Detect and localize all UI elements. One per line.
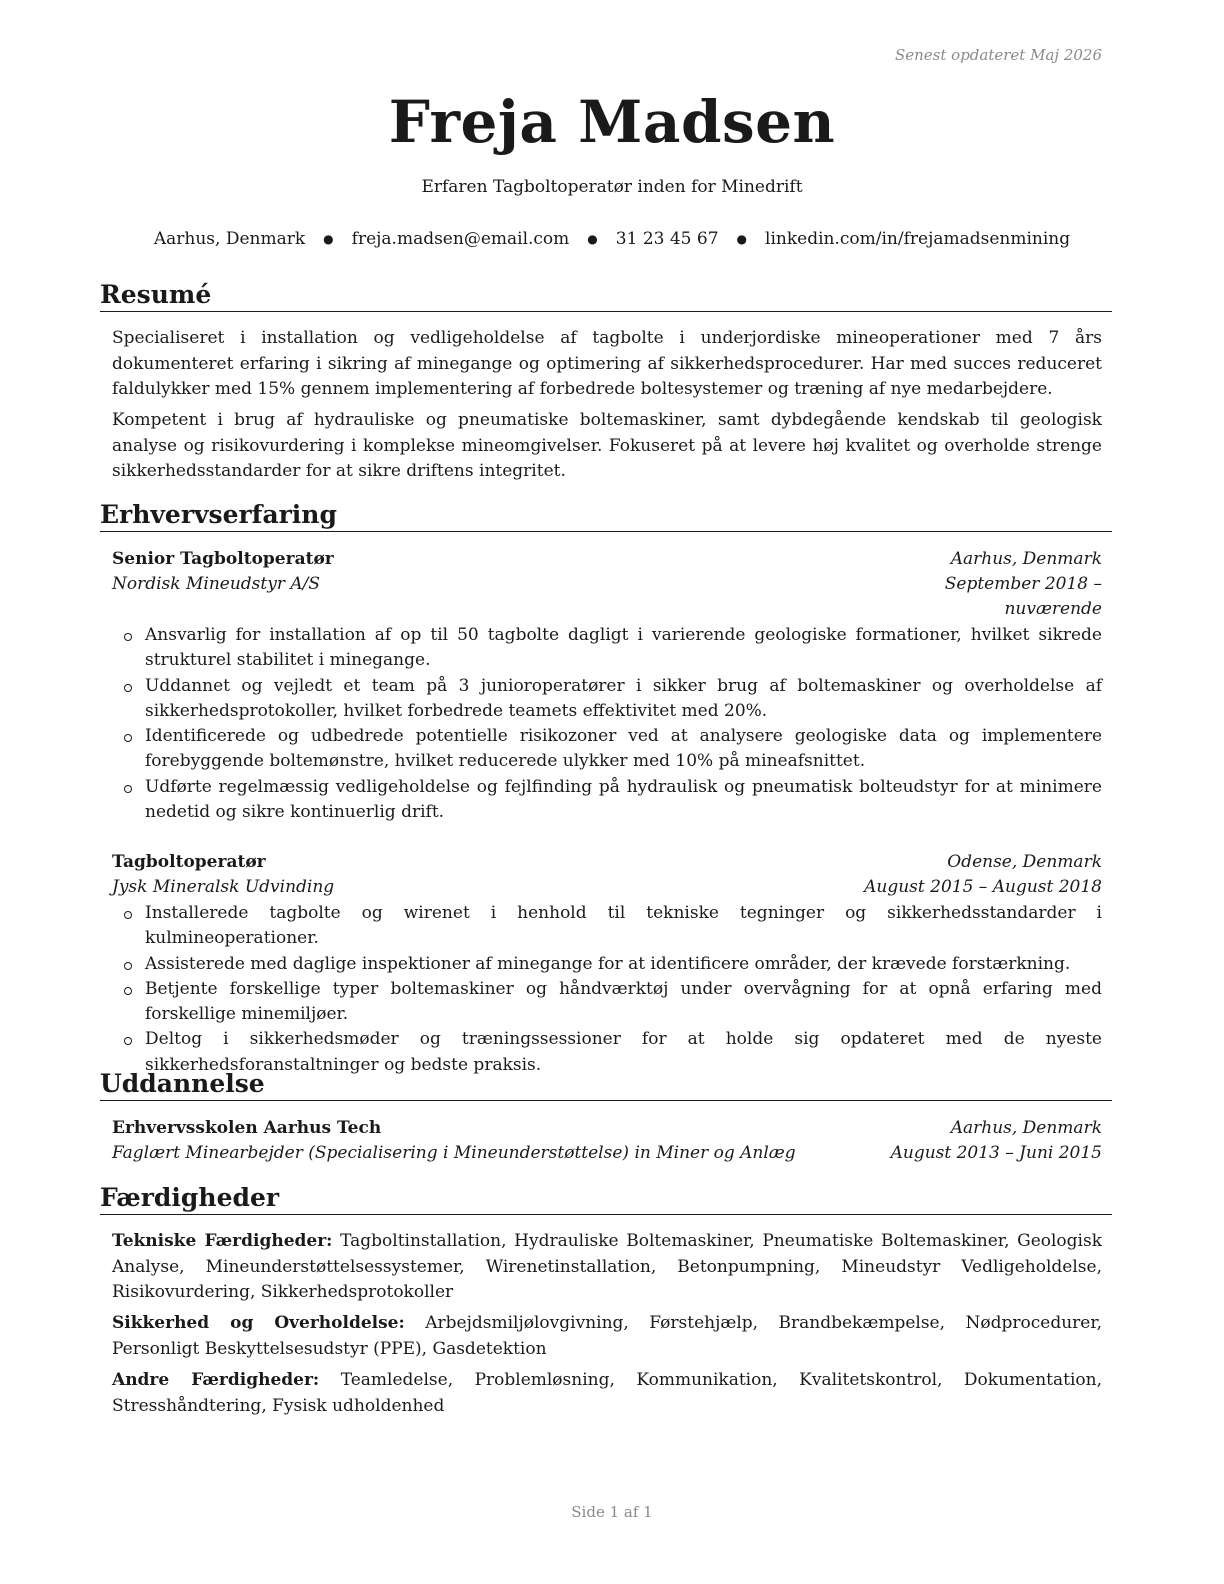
last-updated: Senest opdateret Maj 2026 — [894, 46, 1102, 64]
contact-location: Aarhus, Denmark — [153, 229, 306, 249]
bullet-separator-icon: ● — [323, 232, 334, 246]
contact-line — [0, 229, 1224, 249]
page-number: Side 1 af 1 — [571, 1503, 653, 1521]
skill-group-other — [112, 1368, 1102, 1419]
job-2-location: Odense, Denmark — [947, 852, 1102, 872]
bullet-separator-icon: ● — [736, 232, 748, 246]
skill-group-text: Tagboltinstallation, Hydrauliske Boltemaskiner, Pneumatiske Boltemaskiner, Geologisk Analyse, Mineunderstøttelsessystemer, Wirenetinstallation, Betonpumpning, Mineudstyr Vedligeholdelse, Risikovurdering, Sikkerhedsprotokoller — [112, 1231, 1103, 1302]
skill-group-text: Arbejdsmiljølovgivning, Førstehjælp, Brandbekæmpelse, Nødprocedurer, Personligt Beskyttelsesudstyr (PPE), Gasdetektion — [112, 1313, 1102, 1359]
education-subheader — [112, 1141, 1102, 1166]
job-2-subheader — [112, 875, 1102, 900]
section-title-summary: Resumé — [100, 280, 1112, 312]
list-item: Udførte regelmæssig vedligeholdelse og fejlfinding på hydraulisk og pneumatisk bolteudstyr for at minimere nedetid og sikre kontinuerlig drift. — [112, 775, 1102, 826]
contact-phone: 31 23 45 67 — [615, 229, 719, 249]
job-1-subheader — [112, 572, 1102, 622]
candidate-name: Freja Madsen — [388, 88, 836, 156]
contact-email[interactable]: freja.madsen@email.com — [351, 229, 570, 249]
education-header — [112, 1116, 1102, 1141]
job-2-bullets — [112, 901, 1102, 1078]
job-1-header — [112, 547, 1102, 572]
list-item: Betjente forskellige typer boltemaskiner og håndværktøj under overvågning for at opnå erfaring med forskellige minemiljøer. — [112, 977, 1102, 1028]
list-item: Installerede tagbolte og wirenet i henhold til tekniske tegninger og sikkerhedsstandarder i kulmineoperationer. — [112, 901, 1102, 952]
skill-group-text: Teamledelse, Problemløsning, Kommunikation, Kvalitetskontrol, Dokumentation, Stresshåndtering, Fysisk udholdenhed — [112, 1370, 1102, 1416]
job-2-company: Jysk Mineralsk Udvinding — [112, 877, 335, 897]
education-degree: Faglært Minearbejder (Specialisering i Mineunderstøttelse) in Miner og Anlæg — [112, 1143, 796, 1163]
list-item: Assisterede med daglige inspektioner af minegange for at identificere områder, der krævede forstærkning. — [112, 952, 1102, 977]
list-item: Identificerede og udbedrede potentielle risikozoner ved at analysere geologiske data og implementere forebyggende boltemønstre, hvilket reducerede ulykker med 10% på mineafsnittet. — [112, 724, 1102, 775]
education-location: Aarhus, Denmark — [950, 1118, 1102, 1138]
skill-group-safety — [112, 1311, 1102, 1362]
section-title-experience: Erhvervserfaring — [100, 500, 1112, 532]
section-title-education: Uddannelse — [100, 1069, 1112, 1101]
job-2-header — [112, 850, 1102, 875]
contact-linkedin[interactable]: linkedin.com/in/frejamadsenmining — [765, 229, 1071, 249]
list-item: Deltog i sikkerhedsmøder og træningssessioner for at holde sig opdateret med de nyeste sikkerhedsforanstaltninger og bedste praksis. — [112, 1027, 1102, 1078]
list-item: Uddannet og vejledt et team på 3 junioroperatører i sikker brug af boltemaskiner og overholdelse af sikkerhedsprotokoller, hvilket forbedrede teamets effektivitet med 20%. — [112, 674, 1102, 725]
job-1-bullets — [112, 623, 1102, 825]
bullet-separator-icon: ● — [587, 232, 598, 246]
education-school: Erhvervsskolen Aarhus Tech — [112, 1118, 382, 1138]
skill-group-label: Andre Færdigheder: — [112, 1370, 320, 1390]
education-dates: August 2013 – Juni 2015 — [890, 1143, 1102, 1163]
job-2-dates: August 2015 – August 2018 — [864, 877, 1102, 897]
job-1-dates: September 2018 – nuværende — [944, 574, 1102, 619]
job-1-location: Aarhus, Denmark — [950, 549, 1102, 569]
job-1-role: Senior Tagboltoperatør — [112, 549, 334, 569]
summary-paragraph-1: Specialiseret i installation og vedligeholdelse af tagbolte i underjordiske mineoperationer med 7 års dokumenteret erfaring i sikring af minegange og optimering af sikkerhedsprocedurer. Har med succes reduceret faldulykker med 15% gennem implementering af forbedrede boltesystemer og træning af nye medarbejdere. — [112, 328, 1102, 399]
candidate-title: Erfaren Tagboltoperatør inden for Minedrift — [421, 177, 803, 197]
summary-paragraph-2: Kompetent i brug af hydrauliske og pneumatiske boltemaskiner, samt dybdegående kendskab til geologisk analyse og risikovurdering i komplekse mineomgivelser. Fokuseret på at levere høj kvalitet og overholde strenge sikkerhedsstandarder for at sikre driftens integritet. — [112, 410, 1102, 481]
list-item: Ansvarlig for installation af op til 50 tagbolte dagligt i varierende geologiske formationer, hvilket sikrede strukturel stabilitet i minegange. — [112, 623, 1102, 674]
job-1-company: Nordisk Mineudstyr A/S — [112, 574, 321, 594]
skill-group-label: Sikkerhed og Overholdelse: — [112, 1313, 405, 1333]
skill-group-technical — [112, 1229, 1102, 1306]
job-2-role: Tagboltoperatør — [112, 852, 266, 872]
section-title-skills: Færdigheder — [100, 1183, 1112, 1215]
skill-group-label: Tekniske Færdigheder: — [112, 1231, 333, 1251]
